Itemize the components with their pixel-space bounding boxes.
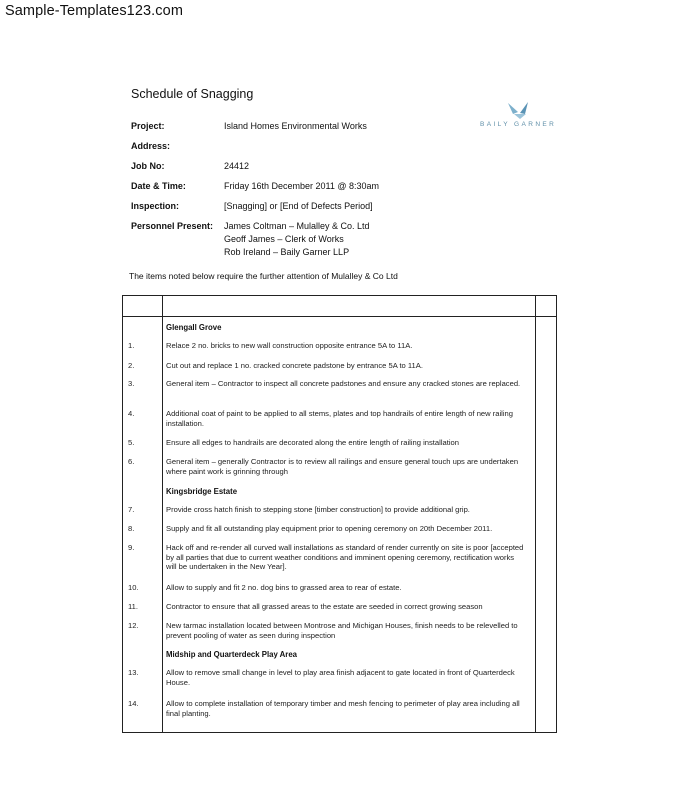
item-number: 14. xyxy=(128,699,139,708)
inspection-value: [Snagging] or [End of Defects Period] xyxy=(224,201,373,211)
item-text: New tarmac installation located between Montrose and Michigan Houses, finish needs to be relevelled to prevent pooling of water as seen during inspection xyxy=(166,621,518,640)
inspection-label: Inspection: xyxy=(131,201,180,211)
address-label: Address: xyxy=(131,141,171,151)
item-number: 3. xyxy=(128,379,135,388)
job-no-label: Job No: xyxy=(131,161,165,171)
item-text: Cut out and replace 1 no. cracked concrete padstone by entrance 5A to 11A. xyxy=(166,361,423,370)
item-number: 13. xyxy=(128,668,139,677)
item-text: Relace 2 no. bricks to new wall construction opposite entrance 5A to 11A. xyxy=(166,341,413,350)
section-kingsbridge-estate: Kingsbridge Estate xyxy=(166,487,238,496)
item-text: Ensure all edges to handrails are decorated along the entire length of railing installation xyxy=(166,438,459,447)
table-header-divider xyxy=(122,316,557,317)
item-number: 2. xyxy=(128,361,135,370)
personnel-label: Personnel Present: xyxy=(131,221,214,231)
date-time-value: Friday 16th December 2011 @ 8:30am xyxy=(224,181,380,191)
item-number: 7. xyxy=(128,505,135,514)
item-number: 10. xyxy=(128,583,139,592)
item-text: Provide cross hatch finish to stepping stone [timber construction] to provide additional grip. xyxy=(166,505,470,514)
item-number: 11. xyxy=(128,602,138,611)
item-number: 6. xyxy=(128,457,135,466)
item-number: 4. xyxy=(128,409,135,418)
date-time-label: Date & Time: xyxy=(131,181,186,191)
personnel-value: James Coltman – Mulalley & Co. Ltd xyxy=(224,221,370,231)
watermark: Sample-Templates123.com xyxy=(5,3,183,19)
personnel-value-2: Geoff James – Clerk of Works xyxy=(224,234,344,244)
project-value: Island Homes Environmental Works xyxy=(224,121,367,131)
logo-text: BAILY GARNER xyxy=(480,121,557,128)
item-text: General item – generally Contractor is to review all railings and ensure general touch ups are undertaken where paint work is grinning through xyxy=(166,457,519,476)
baily-garner-logo-icon xyxy=(478,100,578,134)
item-number: 12. xyxy=(128,621,139,630)
item-text: Hack off and re-render all curved wall installations as standard of render currently on site is poor [accepted by all parties that due to current weather conditions and imminent opening ceremony, rectification works will be undertaken in the New Year]. xyxy=(166,543,524,572)
item-text: Allow to complete installation of temporary timber and mesh fencing to perimeter of play area including all final planting. xyxy=(166,699,520,718)
item-number: 8. xyxy=(128,524,135,533)
item-number: 1. xyxy=(128,341,135,350)
section-midship-quarterdeck: Midship and Quarterdeck Play Area xyxy=(166,650,298,659)
item-text: Allow to supply and fit 2 no. dog bins to grassed area to rear of estate. xyxy=(166,583,402,592)
section-glengall-grove: Glengall Grove xyxy=(166,323,222,332)
item-text: Contractor to ensure that all grassed areas to the estate are seeded in correct growing season xyxy=(166,602,483,611)
item-text: Additional coat of paint to be applied to all stems, plates and top handrails of entire length of new railing installation. xyxy=(166,409,514,428)
item-number: 5. xyxy=(128,438,135,447)
project-label: Project: xyxy=(131,121,165,131)
item-text: Supply and fit all outstanding play equipment prior to opening ceremony on 20th December 2011. xyxy=(166,524,493,533)
item-number: 9. xyxy=(128,543,135,552)
item-text: General item – Contractor to inspect all concrete padstones and ensure any cracked stones are replaced. xyxy=(166,379,521,388)
table-column-divider-1 xyxy=(162,295,163,733)
job-no-value: 24412 xyxy=(224,161,250,171)
table-column-divider-2 xyxy=(535,295,536,733)
personnel-value-3: Rob Ireland – Baily Garner LLP xyxy=(224,247,350,257)
document-title: Schedule of Snagging xyxy=(131,87,254,101)
intro-text: The items noted below require the further attention of Mulalley & Co Ltd xyxy=(129,271,398,281)
item-text: Allow to remove small change in level to play area finish adjacent to gate located in front of Quarterdeck House. xyxy=(166,668,515,687)
